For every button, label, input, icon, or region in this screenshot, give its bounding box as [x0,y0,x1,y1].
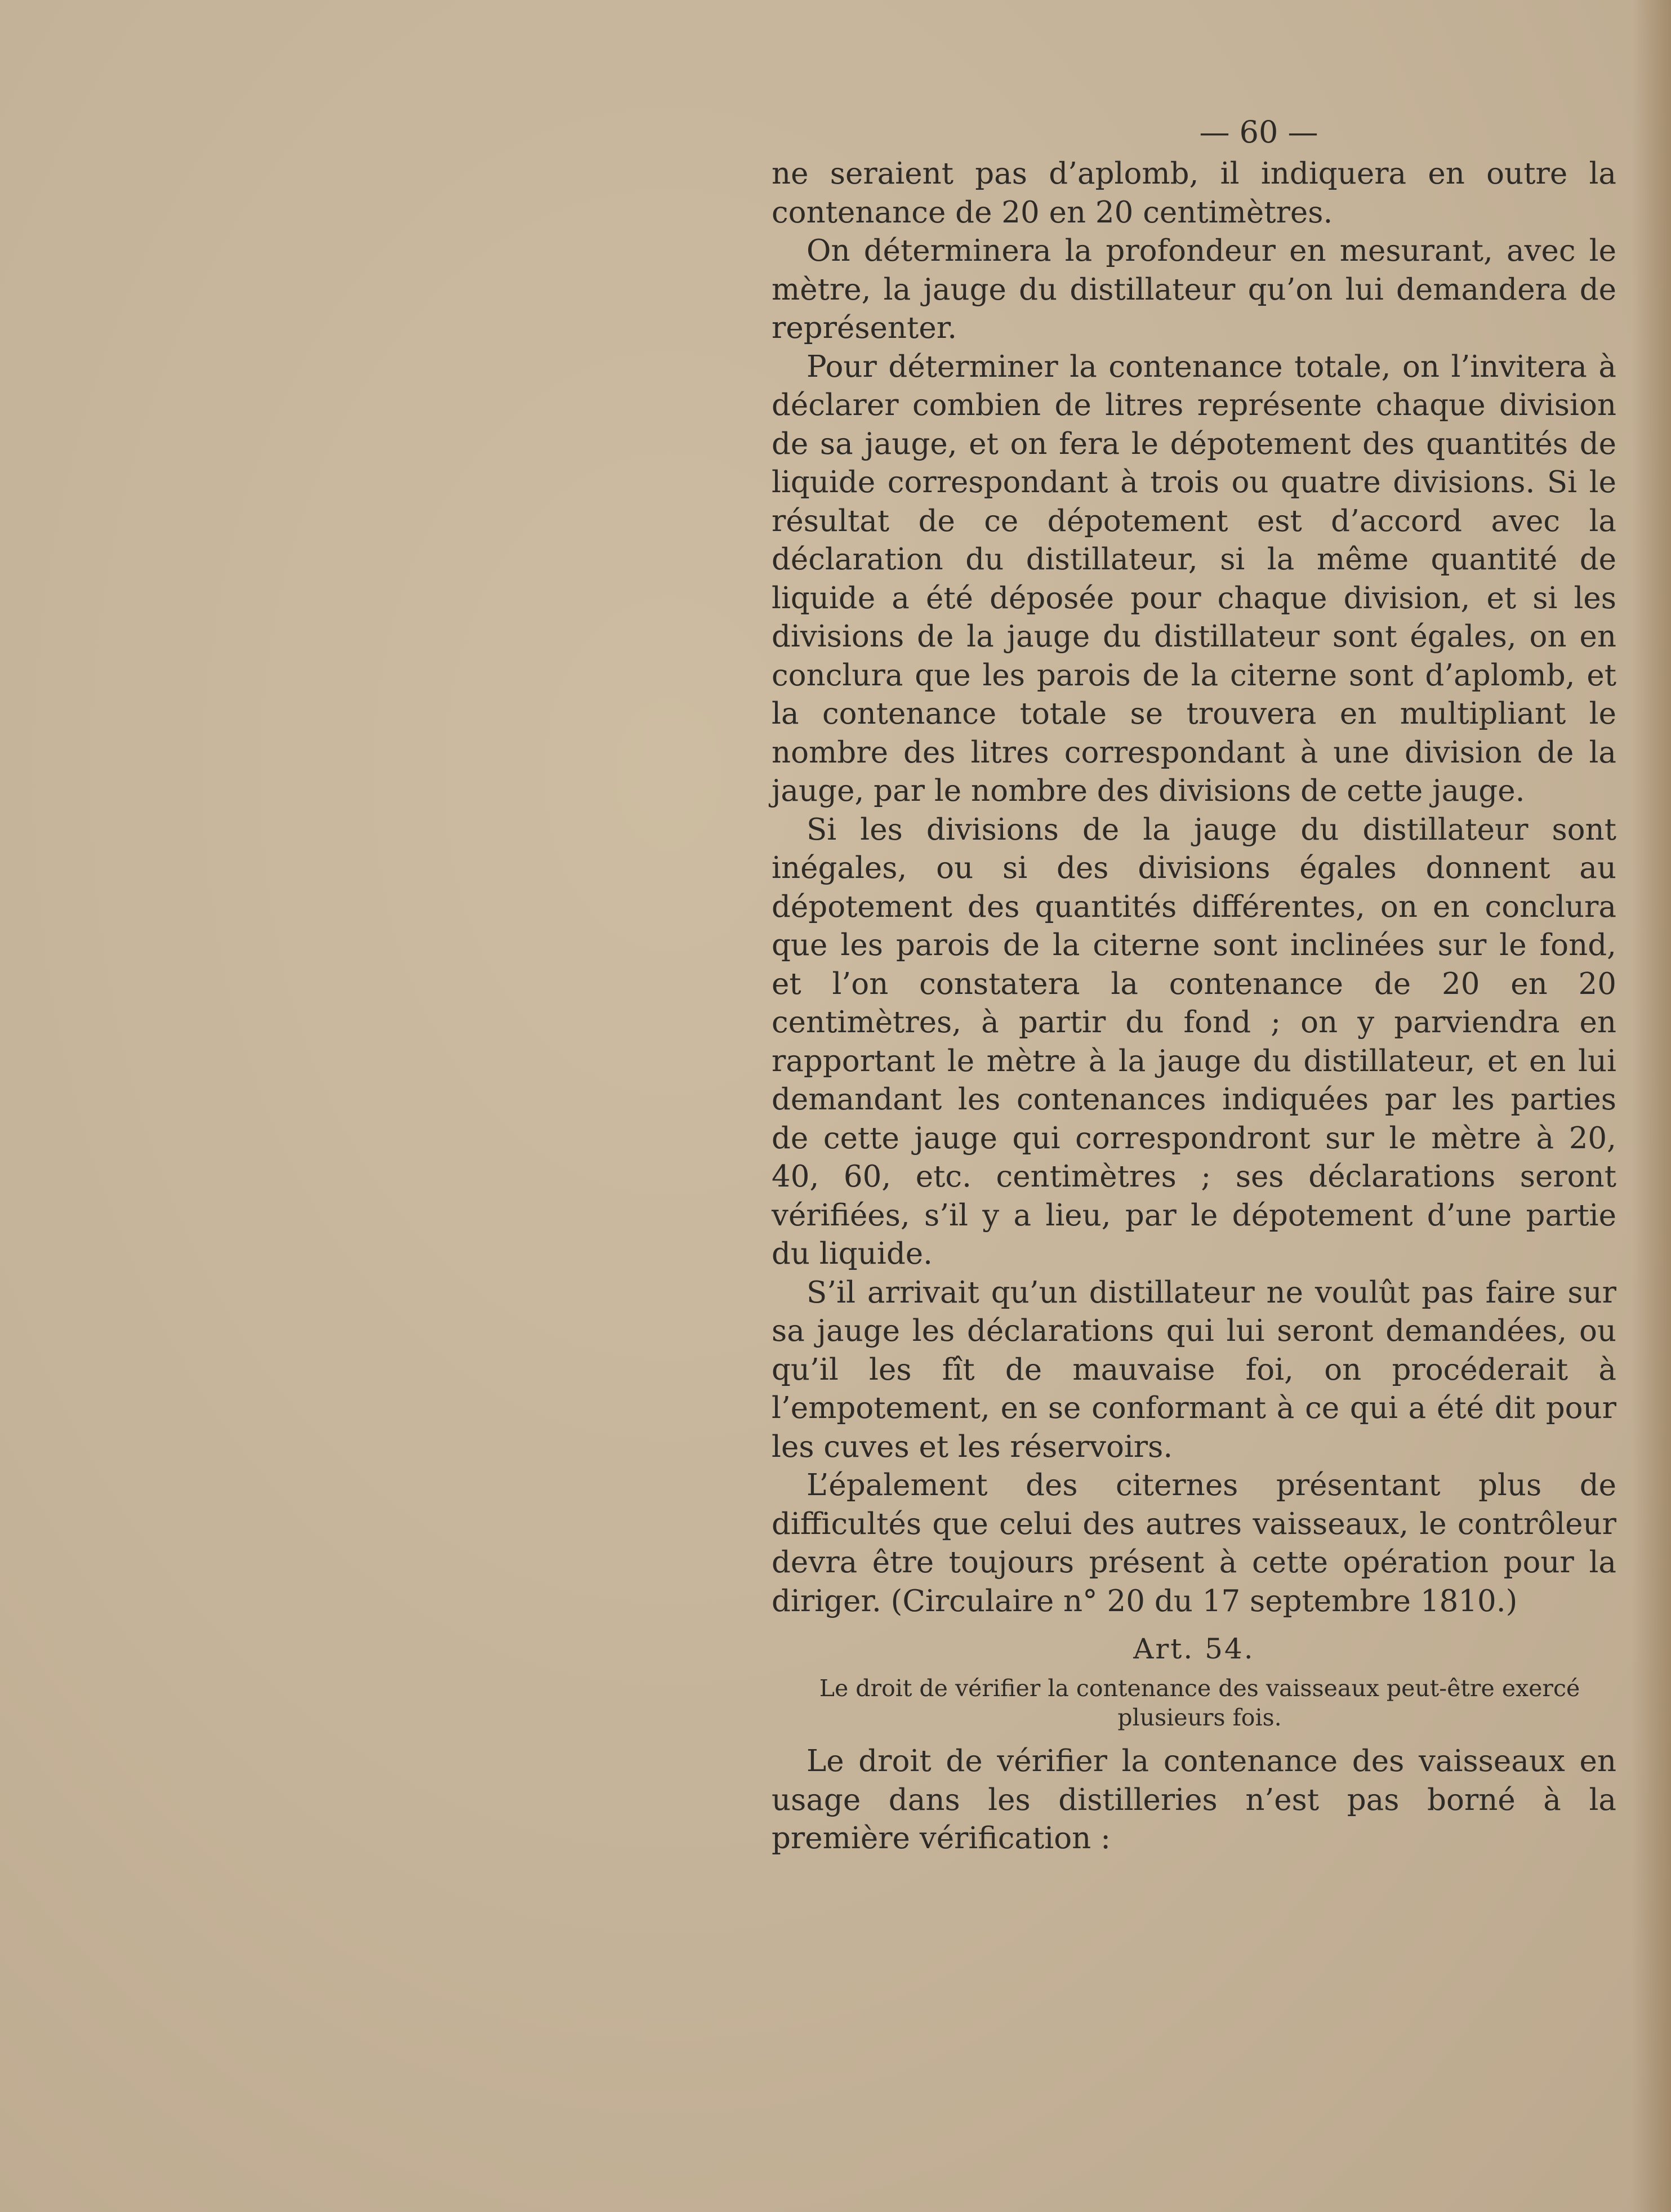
paragraph-total-capacity: Pour déterminer la contenance totale, on l’invitera à déclarer combien de litres représente chaque division de sa jauge, et on fera le dépotement des quantités de liquide correspondant à trois ou quatre divisions. Si le résultat de ce dépotement est d’accord avec la déclaration du distillateur, si la même quantité de liquide a été déposée pour chaque division, et si les divisions de la jauge du distillateur sont égales, on en conclura que les parois de la citerne sont d’aplomb, et la contenance totale se trouvera en multipliant le nombre des litres correspondant à une division de la jauge, par le nombre des divisions de cette jauge. [772,349,1616,808]
text-column [772,110,1616,1858]
article-summary: Le droit de vérifier la contenance des vaisseaux peut-être exercé plusieurs fois. [819,1675,1580,1731]
page-number: — 60 — [1199,114,1318,150]
paragraph-depth: On déterminera la profondeur en mesurant, avec le mètre, la jauge du distillateur qu’on lui demandera de représenter. [772,234,1616,345]
paragraph-unequal-divisions: Si les divisions de la jauge du distillateur sont inégales, ou si des divisions égales donnent au dépotement des quantités différentes, on en conclura que les parois de la citerne sont inclinées sur le fond, et l’on constatera la contenance de 20 en 20 centimètres, à partir du fond ; on y parviendra en rapportant le mètre à la jauge du distillateur, et en lui demandant les contenances indiquées par les parties de cette jauge qui correspondront sur le mètre à 20, 40, 60, etc. centimètres ; ses déclarations seront vérifiées, s’il y a lieu, par le dépotement d’une partie du liquide. [772,812,1616,1271]
article-heading: Art. 54. [1133,1633,1255,1665]
paragraph-continuation: ne seraient pas d’aplomb, il indiquera en outre la contenance de 20 en 20 centimètres. [772,157,1616,230]
paragraph-bad-faith: S’il arrivait qu’un distillateur ne voulût pas faire sur sa jauge les déclarations qui lui seront demandées, ou qu’il les fît de mauvaise foi, on procéderait à l’empotement, en se conformant à ce qui a été dit pour les cuves et les réservoirs. [772,1275,1616,1464]
paragraph-right-to-verify: Le droit de vérifier la contenance des vaisseaux en usage dans les distilleries n’est pas borné à la première vérification : [772,1744,1616,1856]
page-edge-shadow [1632,0,1671,2212]
paragraph-controller: L’épalement des citernes présentant plus de difficultés que celui des autres vaisseaux, le contrôleur devra être toujours présent à cette opération pour la diriger. (Circulaire n° 20 du 17 septembre 1810.) [772,1468,1616,1618]
